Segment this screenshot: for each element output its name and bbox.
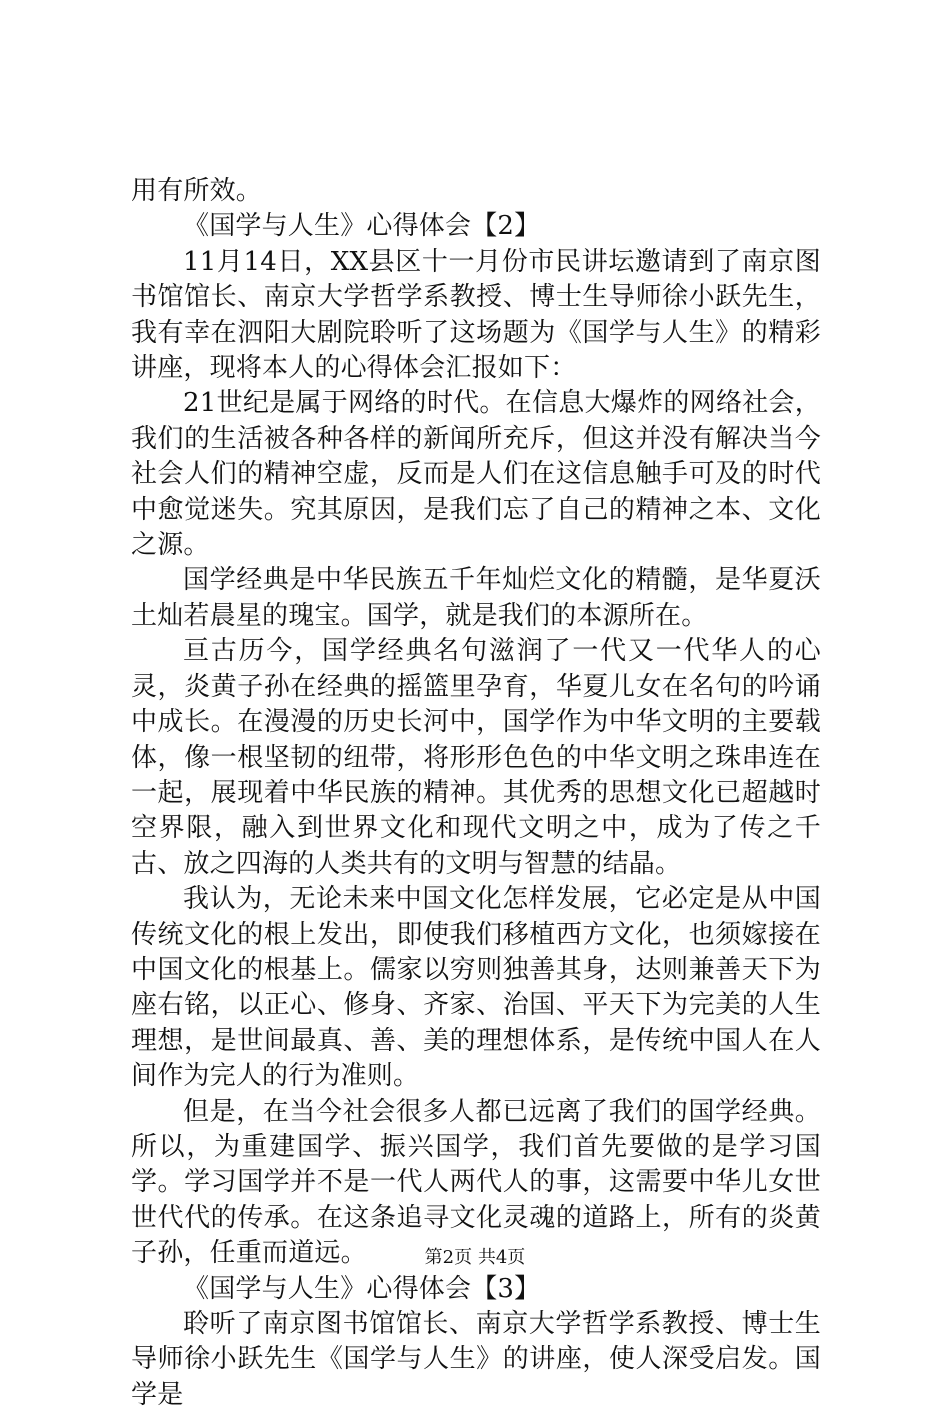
document-body <box>131 174 821 1413</box>
paragraph: 但是，在当今社会很多人都已远离了我们的国学经典。所以，为重建国学、振兴国学，我们首先要做的是学习国学。学习国学并不是一代人两代人的事，这需要中华儿女世世代代的传承。在这条追寻文化灵魂的道路上，所有的炎黄子孙，任重而道远。 <box>131 1096 821 1269</box>
paragraph: 国学经典是中华民族五千年灿烂文化的精髓，是华夏沃土灿若晨星的瑰宝。国学，就是我们的本源所在。 <box>131 565 821 631</box>
paragraph: 聆听了南京图书馆馆长、南京大学哲学系教授、博士生导师徐小跃先生《国学与人生》的讲座，使人深受启发。国学是 <box>131 1309 821 1410</box>
paragraph: 21世纪是属于网络的时代。在信息大爆炸的网络社会，我们的生活被各种各样的新闻所充斥，但这并没有解决当今社会人们的精神空虚，反而是人们在这信息触手可及的时代中愈觉迷失。究其原因，是我们忘了自己的精神之本、文化之源。 <box>131 388 821 561</box>
page-number-footer: 第2页 共4页 <box>424 1247 526 1268</box>
section-heading: 《国学与人生》心得体会【2】 <box>183 211 541 242</box>
paragraph: 我认为，无论未来中国文化怎样发展，它必定是从中国传统文化的根上发出，即使我们移植西方文化，也须嫁接在中国文化的根基上。儒家以穷则独善其身，达则兼善天下为座右铭，以正心、修身、齐家、治国、平天下为完美的人生理想，是世间最真、善、美的理想体系，是传统中国人在人间作为完人的行为准则。 <box>131 884 821 1092</box>
paragraph: 用有所效。 <box>131 176 263 206</box>
section-heading: 《国学与人生》心得体会【3】 <box>183 1273 541 1304</box>
paragraph: 11月14日，XX县区十一月份市民讲坛邀请到了南京图书馆馆长、南京大学哲学系教授、博士生导师徐小跃先生，我有幸在泗阳大剧院聆听了这场题为《国学与人生》的精彩讲座，现将本人的心得体会汇报如下： <box>131 246 821 384</box>
paragraph: 亘古历今，国学经典名句滋润了一代又一代华人的心灵，炎黄子孙在经典的摇篮里孕育，华夏儿女在名句的吟诵中成长。在漫漫的历史长河中，国学作为中华文明的主要载体，像一根坚韧的纽带，将形形色色的中华文明之珠串连在一起，展现着中华民族的精神。其优秀的思想文化已超越时空界限，融入到世界文化和现代文明之中，成为了传之千古、放之四海的人类共有的文明与智慧的结晶。 <box>131 636 821 879</box>
